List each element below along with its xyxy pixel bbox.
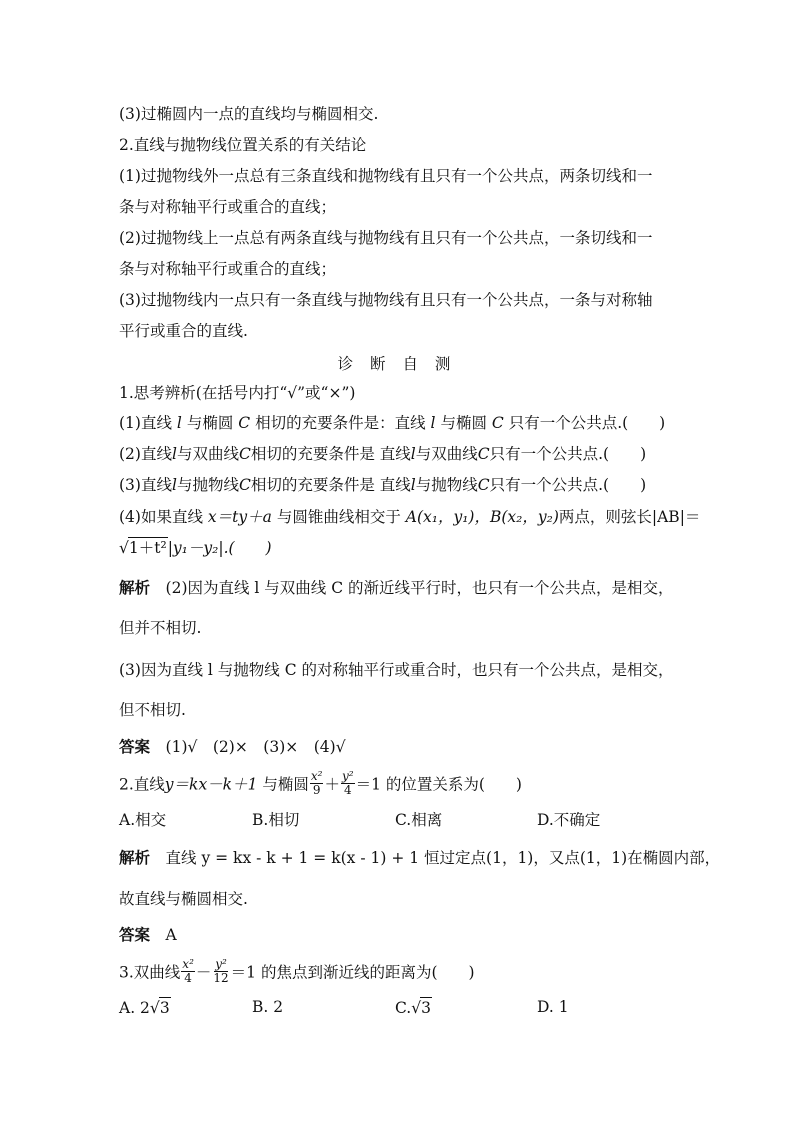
fraction: $\frac{\text{x²}}{9}$: [310, 769, 323, 797]
choice-c: C.相离: [395, 811, 443, 829]
text-line: 2.直线与抛物线位置关系的有关结论: [119, 136, 367, 154]
text-line: (2)过抛物线上一点总有两条直线与抛物线有且只有一个公共点，一条切线和一: [119, 229, 653, 247]
analysis-cont: 但不相切.: [119, 701, 186, 719]
section-title: 诊 断 自 测: [337, 355, 457, 373]
text-line: (3)过椭圆内一点的直线均与椭圆相交.: [119, 105, 379, 123]
choice-c: C.√3: [395, 999, 431, 1017]
choice-b: B. 2: [252, 998, 284, 1016]
choice-b: B.相切: [252, 811, 300, 829]
text-line: 条与对称轴平行或重合的直线；: [119, 198, 337, 216]
question-item-2: (2)直线l与双曲线C相切的充要条件是 直线l与双曲线C只有一个公共点.( ): [119, 445, 647, 463]
question-2-stem: 2.直线y＝kx－k＋1 与椭圆 $\frac{\text{x²}}{9}$ ＋ $\frac{\text{y²}}{4}$ ＝1 的位置关系为( ): [119, 769, 522, 797]
question-3-stem: 3.双曲线 $\frac{\text{x²}}{4}$ － $\frac{\text{y²}}{12}$ ＝1 的焦点到渐近线的距离为( ): [119, 957, 475, 985]
analysis-block: 解析 直线 y = kx - k + 1 = k(x - 1) + 1 恒过定点(1，1)，又点(1，1)在椭圆内部，: [119, 848, 721, 867]
analysis-line: (3)因为直线 l 与抛物线 C 的对称轴平行或重合时，也只有一个公共点，是相交，: [119, 661, 674, 679]
choice-a: A.相交: [119, 811, 167, 829]
analysis-cont: 故直线与椭圆相交.: [119, 890, 248, 908]
choice-a: A. 2√3: [119, 999, 170, 1017]
text-line: 平行或重合的直线.: [119, 322, 248, 340]
fraction: $\frac{\text{x²}}{4}$: [182, 957, 194, 985]
text-line: 条与对称轴平行或重合的直线；: [119, 260, 337, 278]
choice-d: D. 1: [537, 998, 569, 1016]
question-item-3: (3)直线l与抛物线C相切的充要条件是 直线l与抛物线C只有一个公共点.( ): [119, 476, 647, 494]
question-item-4-cont: √1＋t²|y₁－y₂|.( ): [119, 539, 272, 557]
text-line: (3)过抛物线内一点只有一条直线与抛物线有且只有一个公共点，一条与对称轴: [119, 291, 653, 309]
analysis-cont: 但并不相切.: [119, 619, 202, 637]
sqrt-symbol: √1＋t²: [119, 539, 167, 557]
fraction: $\frac{\text{y²}}{12}$: [213, 957, 229, 985]
question-item-1: (1)直线 l 与椭圆 C 相切的充要条件是：直线 l 与椭圆 C 只有一个公共点.( ): [119, 414, 666, 432]
question-item-4: (4)如果直线 x＝ty＋a 与圆锥曲线相交于 A(x₁，y₁)，B(x₂，y₂)两点，则弦长|AB|＝: [119, 508, 701, 526]
answer-line: 答案 (1)√ (2)× (3)× (4)√: [119, 737, 346, 756]
answer-line: 答案 A: [119, 925, 177, 944]
analysis-block: 解析 (2)因为直线 l 与双曲线 C 的渐近线平行时，也只有一个公共点，是相交，: [119, 578, 674, 597]
fraction: $\frac{\text{y²}}{4}$: [342, 769, 354, 797]
question-title: 1.思考辨析(在括号内打“√”或“×”): [119, 384, 356, 402]
text-line: (1)过抛物线外一点总有三条直线和抛物线有且只有一个公共点，两条切线和一: [119, 167, 653, 185]
choice-d: D.不确定: [537, 811, 601, 829]
